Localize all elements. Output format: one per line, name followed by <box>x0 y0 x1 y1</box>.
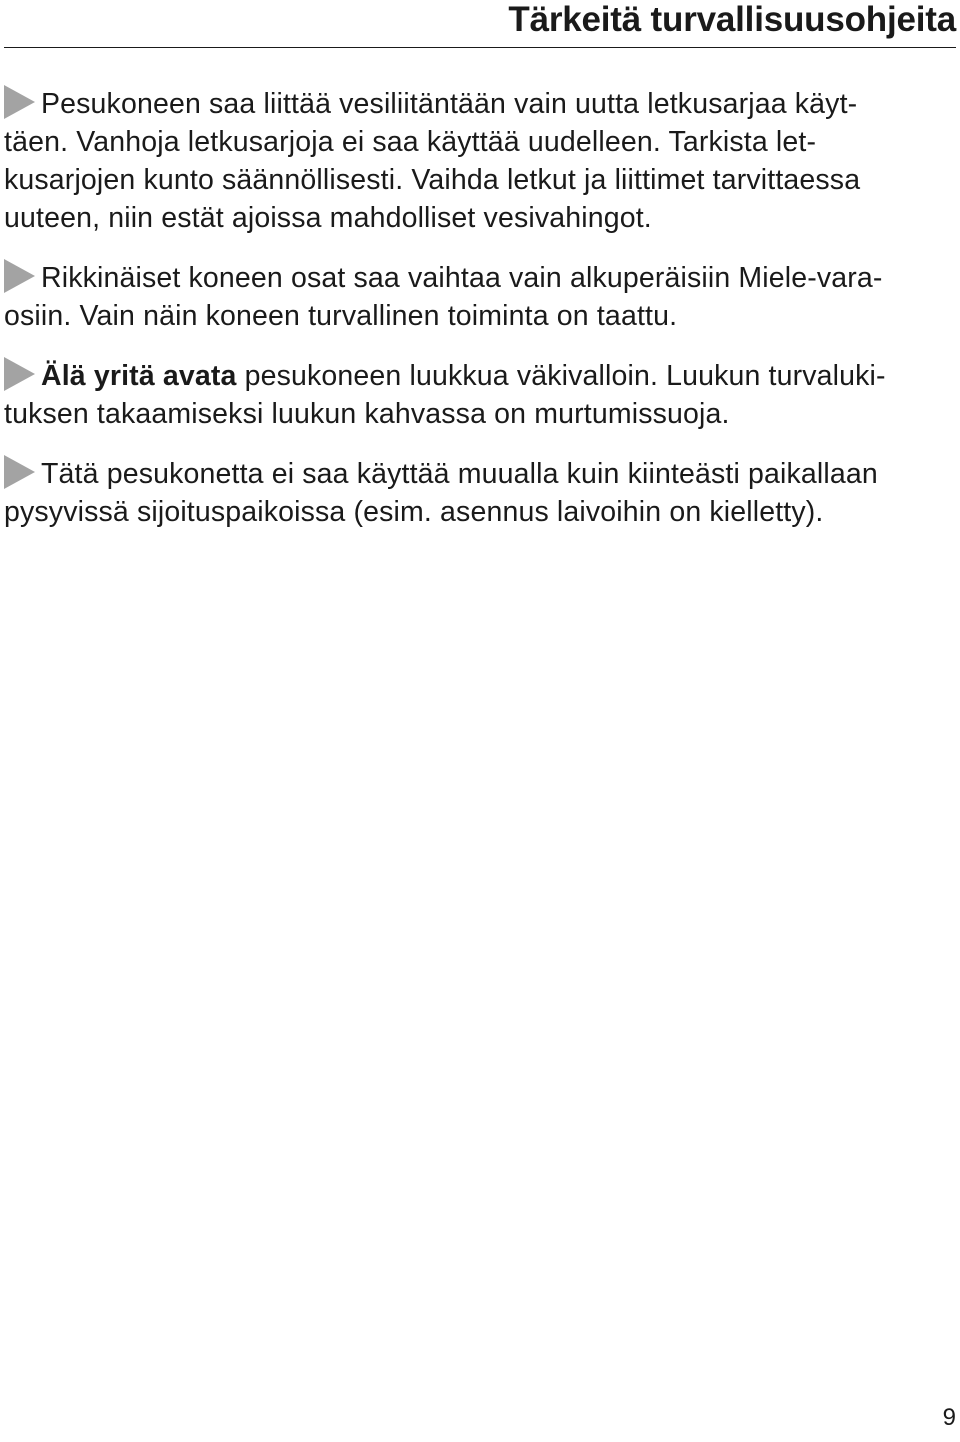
page-header <box>0 0 960 48</box>
triangle-bullet-icon <box>4 455 35 489</box>
paragraph-line: kusarjojen kunto säännöllisesti. Vaihda letkut ja liittimet tarvittaessa <box>4 164 861 196</box>
triangle-bullet-icon <box>4 85 35 119</box>
paragraph-line: uuteen, niin estät ajoissa mahdolliset vesivahingot. <box>4 202 652 234</box>
emphasis-text: Älä yritä avata <box>41 360 237 392</box>
instruction-paragraph-location <box>4 455 956 531</box>
triangle-bullet-icon <box>4 259 35 293</box>
instruction-paragraph-door <box>4 357 956 433</box>
paragraph-line: Rikkinäiset koneen osat saa vaihtaa vain alkuperäisiin Miele-vara- <box>4 259 956 297</box>
paragraph-line: Älä yritä avata pesukoneen luukkua väkivalloin. Luukun turvaluki- <box>4 357 956 395</box>
paragraph-line: pysyvissä sijoituspaikoissa (esim. asennus laivoihin on kielletty). <box>4 496 824 528</box>
paragraph-line: osiin. Vain näin koneen turvallinen toiminta on taattu. <box>4 300 678 332</box>
paragraph-line: tuksen takaamiseksi luukun kahvassa on murtumissuoja. <box>4 398 730 430</box>
triangle-bullet-icon <box>4 357 35 391</box>
instruction-paragraph-spare-parts <box>4 259 956 335</box>
page-title: Tärkeitä turvallisuusohjeita <box>508 0 956 39</box>
paragraph-line: Tätä pesukonetta ei saa käyttää muualla kuin kiinteästi paikallaan <box>4 455 956 493</box>
paragraph-line: Pesukoneen saa liittää vesiliitäntään vain uutta letkusarjaa käyt- <box>4 85 956 123</box>
page-number: 9 <box>942 1404 956 1431</box>
paragraph-line: täen. Vanhoja letkusarjoja ei saa käyttää uudelleen. Tarkista let- <box>4 126 817 158</box>
instruction-paragraph-hoses <box>4 85 956 237</box>
safety-instructions <box>4 85 956 553</box>
header-divider <box>4 47 956 48</box>
